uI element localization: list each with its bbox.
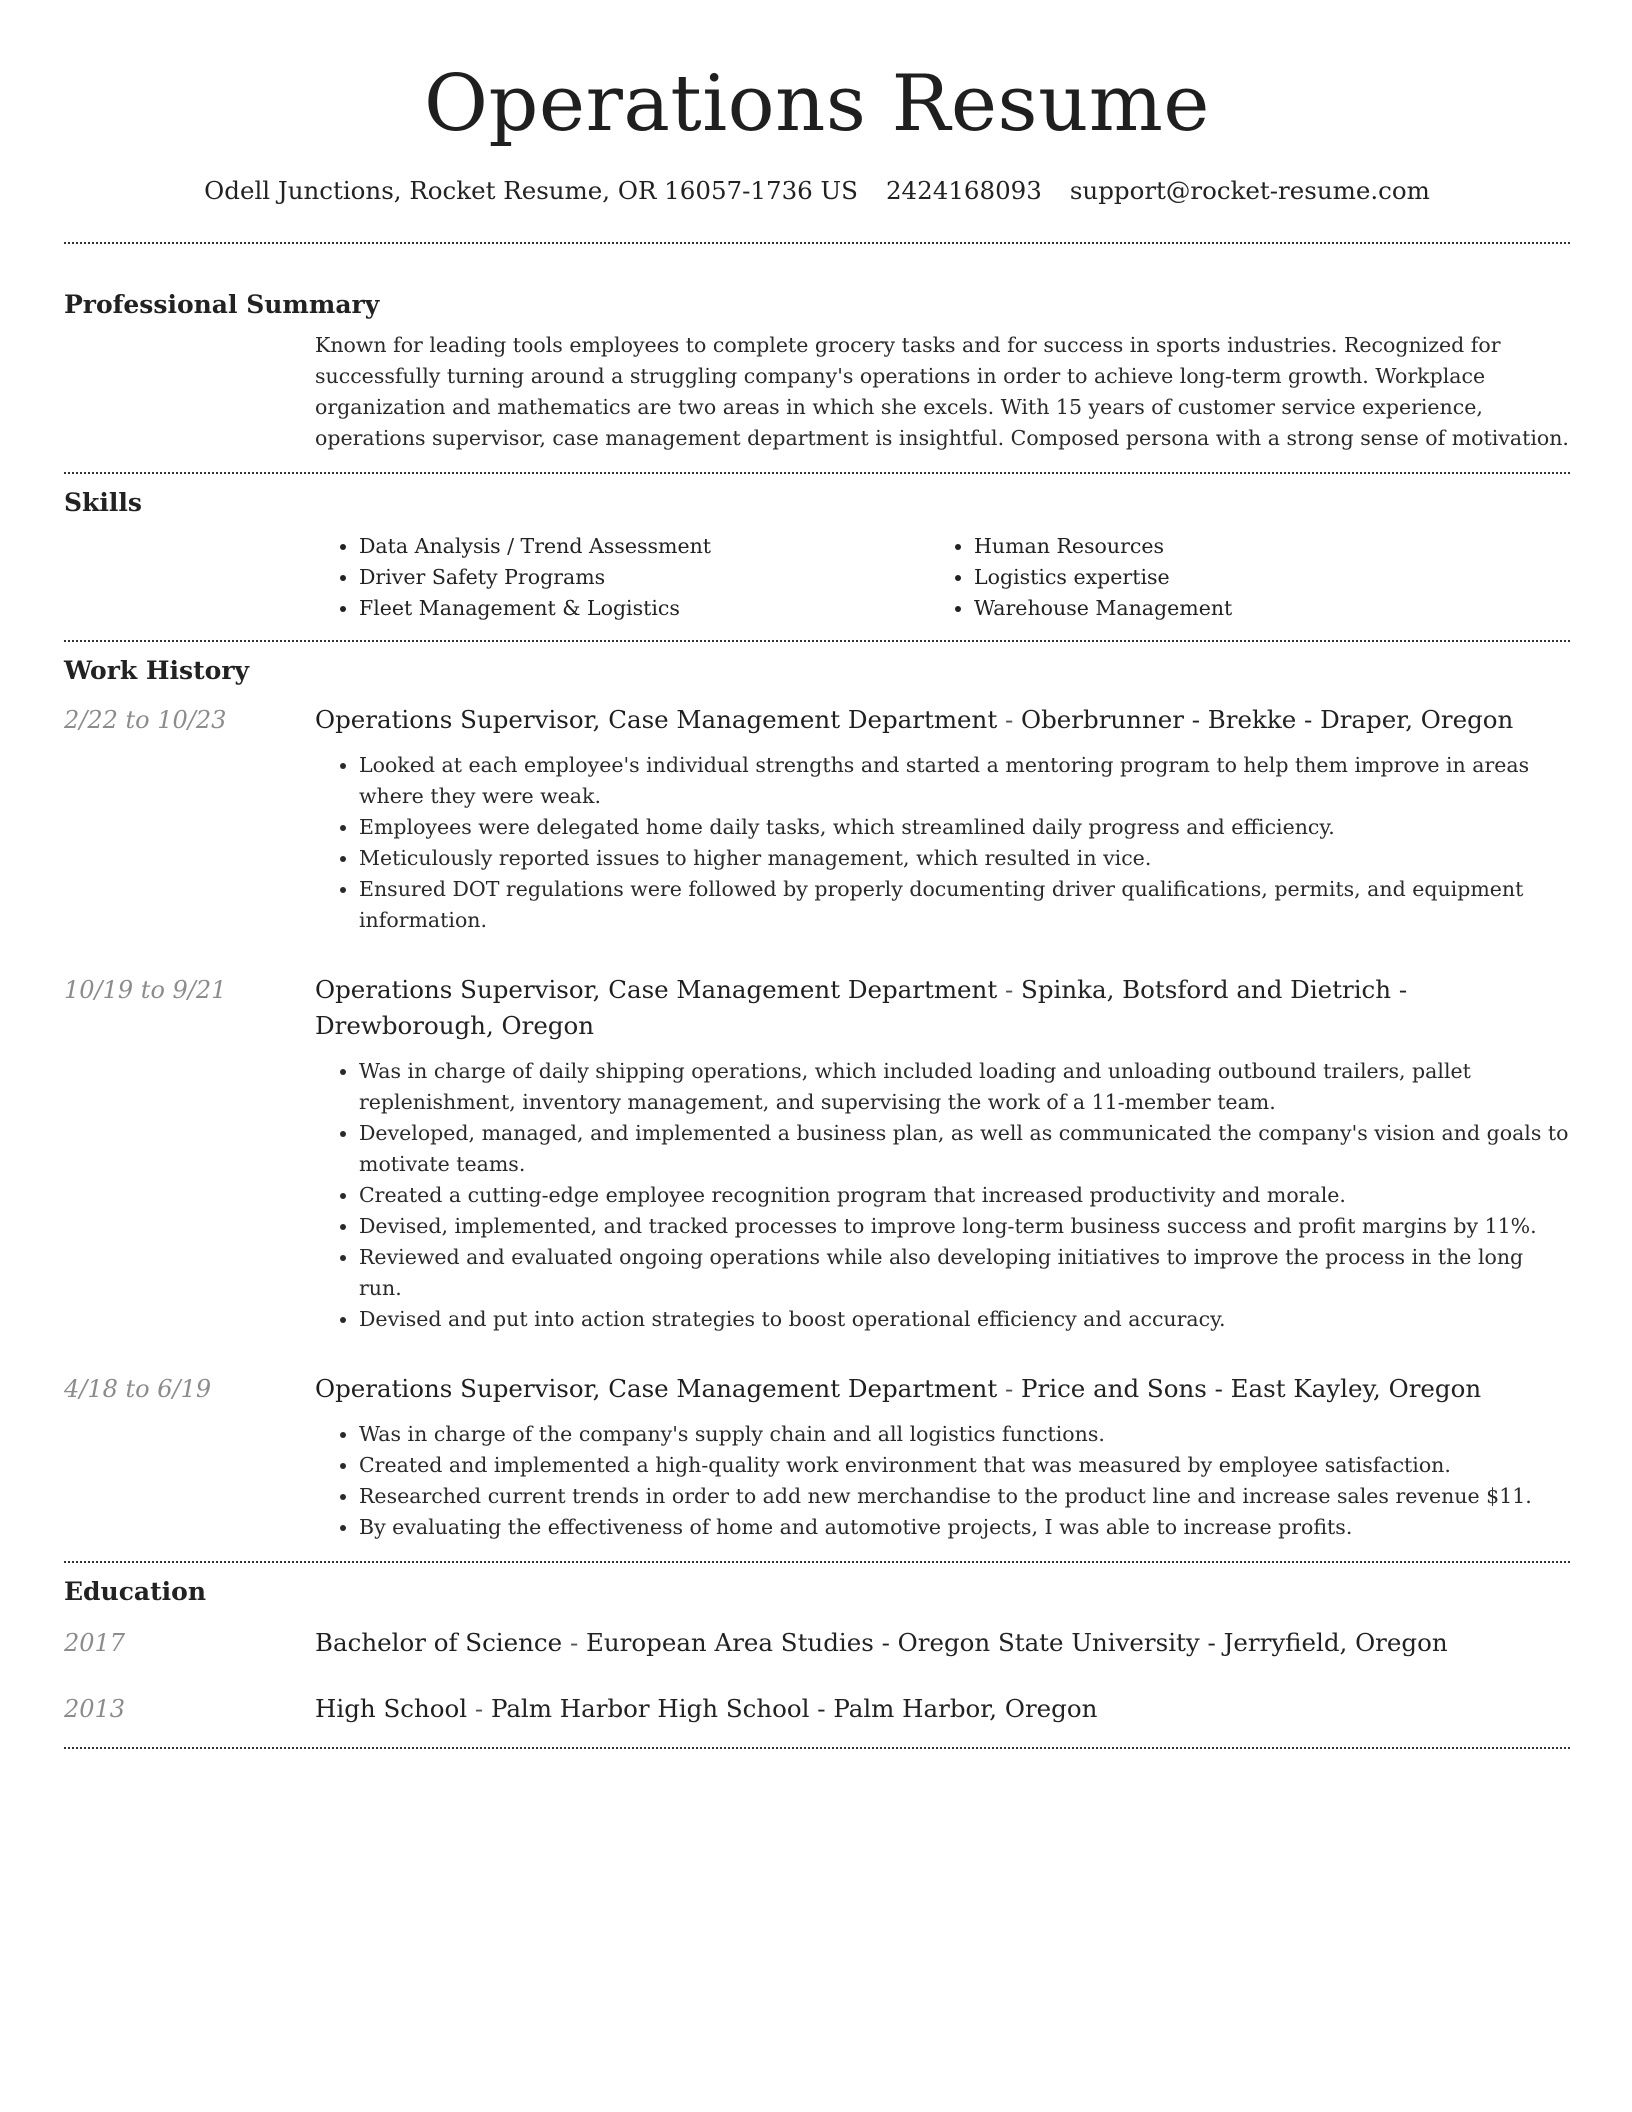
resume-page <box>64 0 1570 1749</box>
skills-list-right <box>930 531 1545 624</box>
education-entry <box>64 1625 1570 1661</box>
skill-item: • Logistics expertise <box>974 562 1545 593</box>
skills-heading: Skills <box>64 488 142 517</box>
job-role: Operations Supervisor, Case Management Department <box>315 975 998 1004</box>
job-role: Operations Supervisor, Case Management Department <box>315 1374 998 1403</box>
work-section <box>64 654 1570 1543</box>
separator: - <box>997 705 1022 734</box>
job-bullet: • Reviewed and evaluated ongoing operations while also developing initiatives to improve the process in the long run. <box>359 1242 1570 1304</box>
job-entry <box>64 702 1570 936</box>
skills-list-left <box>315 531 930 624</box>
summary-section <box>64 288 1570 454</box>
job-role: Operations Supervisor, Case Management Department <box>315 705 998 734</box>
education-degree: High School <box>315 1694 468 1723</box>
summary-heading: Professional Summary <box>64 290 380 319</box>
skill-item: • Warehouse Management <box>974 593 1545 624</box>
job-bullet: • Developed, managed, and implemented a business plan, as well as communicated the company's vision and goals to motivate teams. <box>359 1118 1570 1180</box>
education-list <box>64 1625 1570 1727</box>
job-bullet: • Employees were delegated home daily tasks, which streamlined daily progress and efficiency. <box>359 812 1570 843</box>
divider <box>64 640 1570 642</box>
education-heading: Education <box>64 1577 207 1606</box>
education-details: Palm Harbor High School - Palm Harbor, Oregon <box>490 1694 1098 1723</box>
job-bullets <box>315 1056 1570 1335</box>
job-bullet: • Was in charge of daily shipping operations, which included loading and unloading outbound trailers, pallet replenishment, inventory management, and supervising the work of a 11-member team. <box>359 1056 1570 1118</box>
separator: - <box>562 1628 587 1657</box>
job-dates: 10/19 to 9/21 <box>64 976 227 1004</box>
contact-phone: 2424168093 <box>885 176 1042 205</box>
education-title <box>315 1691 1570 1727</box>
skill-item: • Driver Safety Programs <box>359 562 930 593</box>
separator: - <box>997 975 1022 1004</box>
education-degree: Bachelor of Science <box>315 1628 563 1657</box>
job-company: Price and Sons - East Kayley, Oregon <box>1021 1374 1482 1403</box>
job-bullets <box>315 1419 1570 1543</box>
separator: - <box>467 1694 491 1723</box>
divider <box>64 242 1570 244</box>
skills-section <box>64 486 1570 624</box>
job-title <box>315 972 1570 1044</box>
divider <box>64 1561 1570 1563</box>
job-title <box>315 702 1570 738</box>
job-entry <box>64 972 1570 1335</box>
job-dates: 4/18 to 6/19 <box>64 1375 212 1403</box>
skill-item: • Data Analysis / Trend Assessment <box>359 531 930 562</box>
job-dates: 2/22 to 10/23 <box>64 706 227 734</box>
job-bullet: • Devised, implemented, and tracked processes to improve long-term business success and profit margins by 11%. <box>359 1211 1570 1242</box>
work-heading: Work History <box>64 656 250 685</box>
job-bullet: • Created and implemented a high-quality work environment that was measured by employee satisfaction. <box>359 1450 1570 1481</box>
contact-line <box>64 174 1570 208</box>
job-bullet: • Meticulously reported issues to higher management, which resulted in vice. <box>359 843 1570 874</box>
education-year: 2013 <box>64 1695 126 1723</box>
education-section <box>64 1575 1570 1727</box>
job-list <box>64 702 1570 1543</box>
education-year: 2017 <box>64 1629 126 1657</box>
contact-email: support@rocket-resume.com <box>1069 176 1430 205</box>
job-bullet: • Researched current trends in order to add new merchandise to the product line and increase sales revenue $11. <box>359 1481 1570 1512</box>
skill-item: • Human Resources <box>974 531 1545 562</box>
separator: - <box>997 1374 1022 1403</box>
contact-address: Odell Junctions, Rocket Resume, OR 16057-1736 US <box>204 176 858 205</box>
divider <box>64 472 1570 474</box>
resume-title: Operations Resume <box>424 59 1210 149</box>
education-details: European Area Studies - Oregon State University - Jerryfield, Oregon <box>586 1628 1448 1657</box>
divider <box>64 1747 1570 1749</box>
skill-item: • Fleet Management & Logistics <box>359 593 930 624</box>
job-title <box>315 1371 1570 1407</box>
job-bullet: • Ensured DOT regulations were followed by properly documenting driver qualifications, permits, and equipment information. <box>359 874 1570 936</box>
job-entry <box>64 1371 1570 1543</box>
job-bullets <box>315 750 1570 936</box>
job-bullet: • Was in charge of the company's supply chain and all logistics functions. <box>359 1419 1570 1450</box>
education-entry <box>64 1691 1570 1727</box>
job-company: Oberbrunner - Brekke - Draper, Oregon <box>1021 705 1514 734</box>
job-company: Spinka, Botsford and Dietrich - Drewborough, Oregon <box>315 975 1408 1040</box>
job-bullet: • By evaluating the effectiveness of home and automotive projects, I was able to increase profits. <box>359 1512 1570 1543</box>
job-bullet: • Looked at each employee's individual strengths and started a mentoring program to help them improve in areas where they were weak. <box>359 750 1570 812</box>
job-bullet: • Devised and put into action strategies to boost operational efficiency and accuracy. <box>359 1304 1570 1335</box>
summary-text: Known for leading tools employees to complete grocery tasks and for success in sports industries. Recognized for successfully turning around a struggling company's operations in order to achieve long-term growth. Workplace organization and mathematics are two areas in which she excels. With 15 years of customer service experience, operations supervisor, case management department is insightful. Composed persona with a strong sense of motivation. <box>315 333 1569 450</box>
job-bullet: • Created a cutting-edge employee recognition program that increased productivity and morale. <box>359 1180 1570 1211</box>
education-title <box>315 1625 1570 1661</box>
